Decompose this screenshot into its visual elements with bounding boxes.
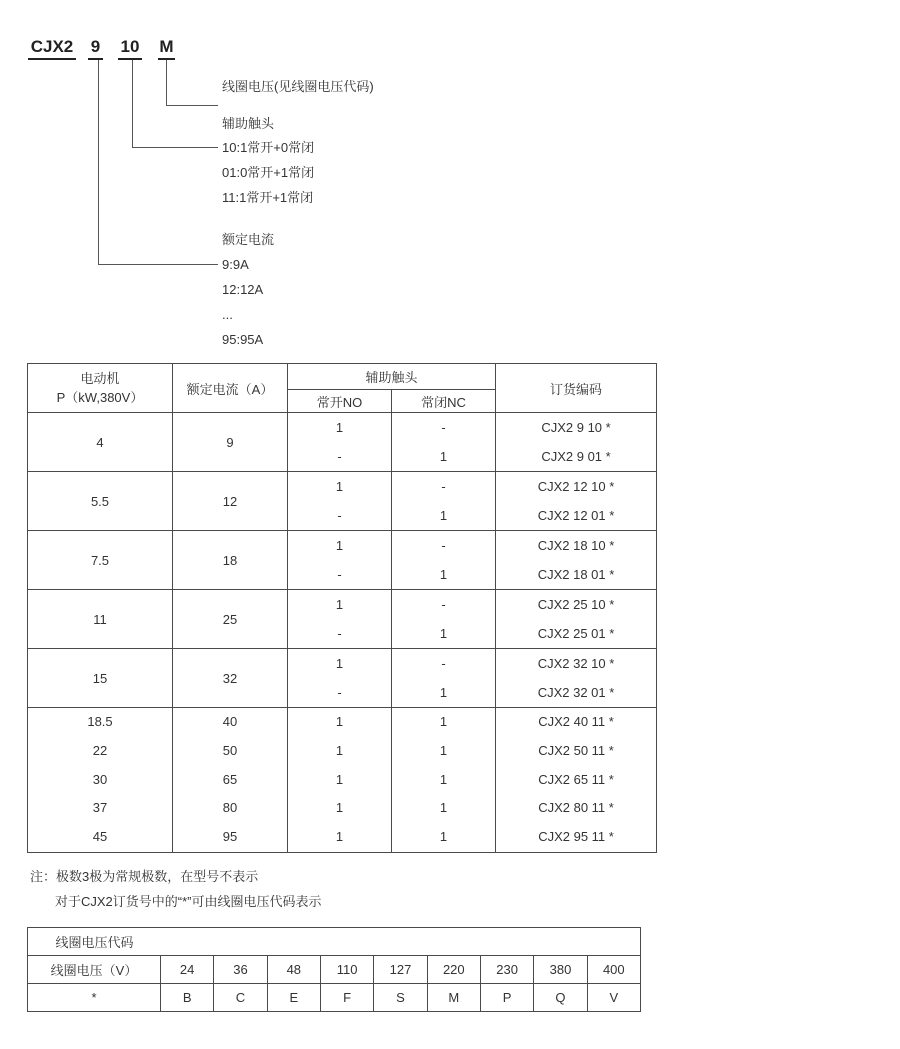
voltage-table-title: 线圈电压代码 bbox=[55, 935, 134, 950]
legend-aux-title: 辅助触头 bbox=[222, 116, 275, 131]
aux-nc-cell: - 1 bbox=[392, 649, 496, 708]
rated-current-cell: 12 bbox=[173, 472, 288, 531]
voltage-codes-row bbox=[28, 984, 641, 1012]
model-series: CJX2 bbox=[28, 36, 76, 60]
voltage-code: Q bbox=[534, 984, 587, 1012]
header-aux-contacts: 辅助触头 bbox=[288, 364, 496, 390]
header-motor-line1: 电动机 bbox=[80, 371, 120, 386]
legend-aux-item: 11:1常开+1常闭 bbox=[222, 190, 314, 205]
aux-no-cell: 1 - bbox=[288, 472, 392, 531]
model-aux-digit: 10 bbox=[118, 36, 142, 60]
table-header-row bbox=[28, 364, 657, 390]
connector-line-voltage bbox=[166, 60, 167, 105]
voltage-code: B bbox=[161, 984, 214, 1012]
voltage-value: 110 bbox=[320, 956, 373, 984]
connector-line-aux bbox=[132, 60, 133, 147]
table-row bbox=[28, 649, 657, 708]
voltage-value: 36 bbox=[214, 956, 267, 984]
table-row bbox=[28, 413, 657, 472]
aux-no-cell: 1 1 1 1 1 bbox=[288, 708, 392, 853]
note-line1: 注：极数3极为常规极数，在型号不表示 bbox=[30, 869, 259, 884]
aux-no-cell: 1 - bbox=[288, 649, 392, 708]
order-code-cell: CJX2 40 11 * CJX2 50 11 * CJX2 65 11 * CJX2 80 11 * CJX2 95 11 * bbox=[496, 708, 657, 853]
header-motor-line2: P（kW,380V） bbox=[56, 390, 144, 405]
motor-power-cell: 15 bbox=[28, 649, 173, 708]
order-code-cell: CJX2 32 10 * CJX2 32 01 * bbox=[496, 649, 657, 708]
rated-current-cell: 32 bbox=[173, 649, 288, 708]
motor-power-cell: 5.5 bbox=[28, 472, 173, 531]
selection-table bbox=[27, 363, 657, 853]
voltage-value: 380 bbox=[534, 956, 587, 984]
order-code-cell: CJX2 25 10 * CJX2 25 01 * bbox=[496, 590, 657, 649]
connector-line-voltage-h bbox=[166, 105, 218, 106]
aux-nc-cell: - 1 bbox=[392, 531, 496, 590]
order-code-cell: CJX2 18 10 * CJX2 18 01 * bbox=[496, 531, 657, 590]
header-order-code: 订货编码 bbox=[496, 364, 657, 413]
coil-voltage-table bbox=[27, 927, 641, 1012]
aux-nc-cell: - 1 bbox=[392, 590, 496, 649]
connector-line-current bbox=[98, 60, 99, 264]
voltage-value: 400 bbox=[587, 956, 640, 984]
legend-current-item: ... bbox=[222, 307, 233, 322]
voltage-value: 48 bbox=[267, 956, 320, 984]
motor-power-cell: 11 bbox=[28, 590, 173, 649]
connector-line-current-h bbox=[98, 264, 218, 265]
voltage-code: V bbox=[587, 984, 640, 1012]
rated-current-cell: 18 bbox=[173, 531, 288, 590]
voltage-values-row bbox=[28, 956, 641, 984]
voltage-code: P bbox=[480, 984, 533, 1012]
legend-aux-item: 10:1常开+0常闭 bbox=[222, 140, 315, 155]
model-current-digit: 9 bbox=[88, 36, 103, 60]
table-row bbox=[28, 590, 657, 649]
legend-current-item: 12:12A bbox=[222, 282, 264, 297]
rated-current-cell: 40 50 65 80 95 bbox=[173, 708, 288, 853]
voltage-value: 24 bbox=[161, 956, 214, 984]
legend-current-item: 95:95A bbox=[222, 332, 264, 347]
table-row bbox=[28, 472, 657, 531]
legend-coil-voltage: 线圈电压(见线圈电压代码) bbox=[222, 79, 374, 94]
motor-power-cell: 18.5 22 30 37 45 bbox=[28, 708, 173, 853]
voltage-code: C bbox=[214, 984, 267, 1012]
order-code-cell: CJX2 9 10 * CJX2 9 01 * bbox=[496, 413, 657, 472]
connector-line-aux-h bbox=[132, 147, 218, 148]
header-nc: 常闭NC bbox=[392, 390, 496, 413]
aux-no-cell: 1 - bbox=[288, 590, 392, 649]
voltage-code: M bbox=[427, 984, 480, 1012]
table-row-block bbox=[28, 708, 657, 853]
legend-aux-item: 01:0常开+1常闭 bbox=[222, 165, 315, 180]
rated-current-cell: 25 bbox=[173, 590, 288, 649]
motor-power-cell: 7.5 bbox=[28, 531, 173, 590]
voltage-value: 230 bbox=[480, 956, 533, 984]
header-motor bbox=[28, 364, 173, 413]
rated-current-cell: 9 bbox=[173, 413, 288, 472]
order-code-cell: CJX2 12 10 * CJX2 12 01 * bbox=[496, 472, 657, 531]
voltage-table-title-row bbox=[28, 928, 641, 956]
model-voltage-digit: M bbox=[158, 36, 175, 60]
voltage-value: 127 bbox=[374, 956, 427, 984]
voltage-value: 220 bbox=[427, 956, 480, 984]
voltage-row-label: 线圈电压（V） bbox=[28, 956, 161, 984]
aux-nc-cell: 1 1 1 1 1 bbox=[392, 708, 496, 853]
header-no: 常开NO bbox=[288, 390, 392, 413]
motor-power-cell: 4 bbox=[28, 413, 173, 472]
aux-nc-cell: - 1 bbox=[392, 472, 496, 531]
aux-nc-cell: - 1 bbox=[392, 413, 496, 472]
voltage-code: F bbox=[320, 984, 373, 1012]
voltage-code: S bbox=[374, 984, 427, 1012]
voltage-table-title-cell bbox=[28, 928, 641, 956]
star-label: * bbox=[28, 984, 161, 1012]
header-rated-current: 额定电流（A） bbox=[173, 364, 288, 413]
legend-current-item: 9:9A bbox=[222, 257, 249, 272]
note-line2: 对于CJX2订货号中的“*”可由线圈电压代码表示 bbox=[55, 894, 322, 909]
voltage-code: E bbox=[267, 984, 320, 1012]
aux-no-cell: 1 - bbox=[288, 413, 392, 472]
aux-no-cell: 1 - bbox=[288, 531, 392, 590]
legend-current-title: 额定电流 bbox=[222, 232, 275, 247]
table-row bbox=[28, 531, 657, 590]
